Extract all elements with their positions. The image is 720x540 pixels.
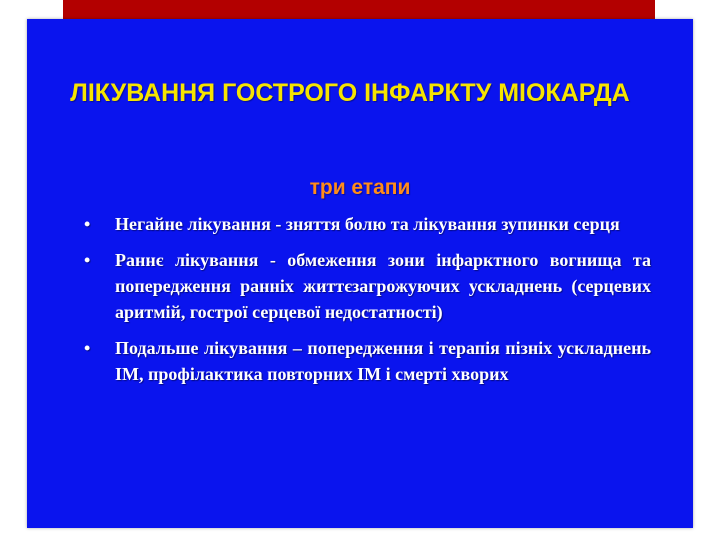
- slide-subtitle: три етапи: [309, 176, 411, 199]
- top-accent-bar: [63, 0, 655, 19]
- slide-title: ЛІКУВАННЯ ГОСТРОГО ІНФАРКТУ МІОКАРДА: [70, 79, 630, 107]
- bullet-item-early: • Раннє лікування - обмеження зони інфарктного вогнища та попередження ранніх життєзагрожуючих ускладнень (серцевих аритмій, гострої серцевої недостатності): [84, 247, 651, 325]
- bullet-item-immediate: • Негайне лікування - зняття болю та лікування зупинки серця: [84, 211, 651, 237]
- bullet-item-later: • Подальше лікування – попередження і терапія пізніх ускладнень ІМ, профілактика повторних ІМ і смерті хворих: [84, 335, 651, 387]
- bullet-list: [84, 211, 651, 397]
